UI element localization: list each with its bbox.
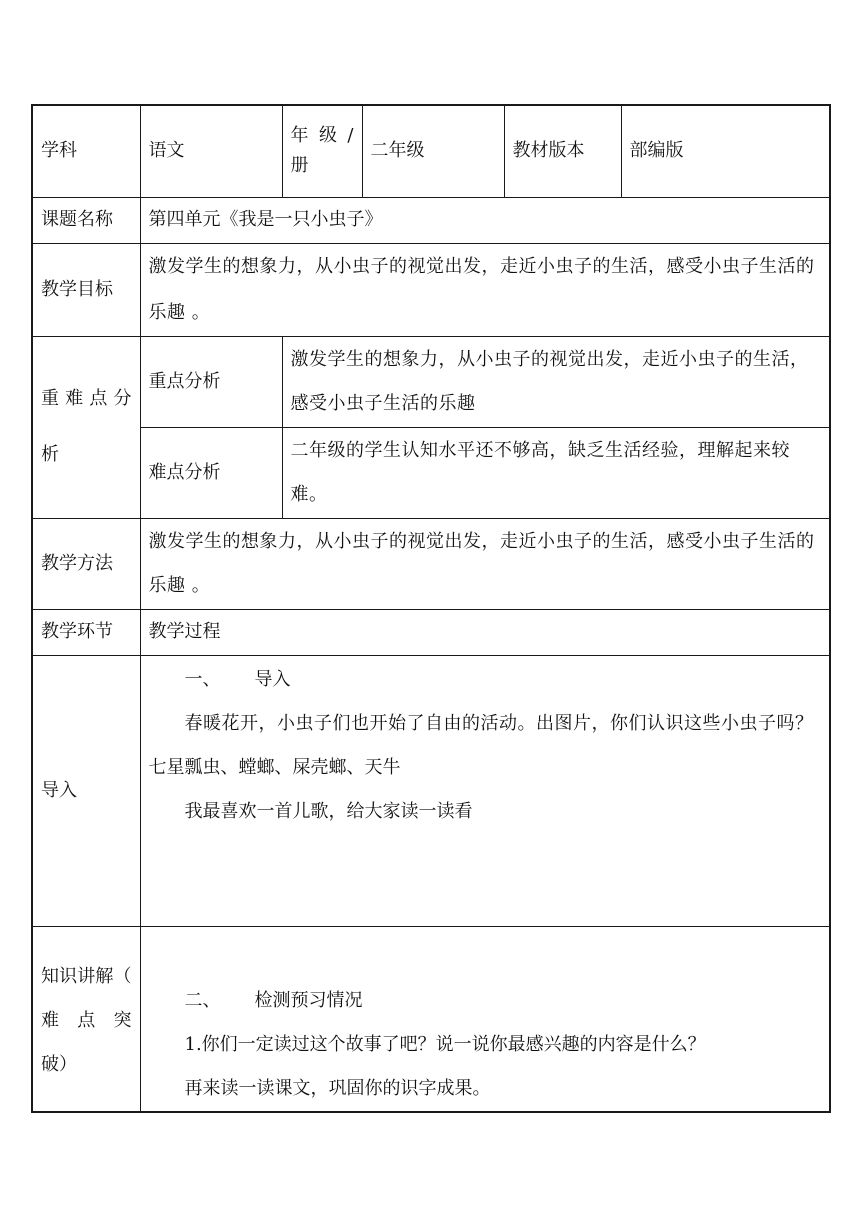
grade-label: 年 级 / 册 [282,105,362,197]
topic-value: 第四单元《我是一只小虫子》 [140,197,830,243]
intro-paragraph-3: 我最喜欢一首儿歌，给大家读一读看 [184,800,473,822]
intro-label: 导入 [32,655,140,926]
intro-paragraph-2: 七星瓢虫、螳螂、屎壳螂、天牛 [148,756,401,778]
stage-label: 教学环节 [32,609,140,655]
intro-content [140,655,830,926]
knowledge-label: 知识讲解（ 难 点 突 破） [32,926,140,1112]
subject-value: 语文 [140,105,282,197]
row-key-points [32,336,830,427]
knowledge-paragraph-2: 再来读一读课文，巩固你的识字成果。 [184,1077,491,1099]
goal-value: 激发学生的想象力，从小虫子的视觉出发，走近小虫子的生活，感受小虫子生活的乐趣 。 [140,243,830,336]
intro-heading-num: 一、 [184,668,221,690]
method-label: 教学方法 [32,518,140,609]
lesson-plan-table [31,104,831,1113]
row-intro [32,655,830,926]
knowledge-content [140,926,830,1112]
knowledge-heading-num: 二、 [184,989,221,1011]
knowledge-heading-text: 检测预习情况 [254,989,363,1011]
key-point-label: 重点分析 [140,336,282,427]
edition-value: 部编版 [621,105,830,197]
row-knowledge [32,926,830,1112]
row-difficult-points [32,427,830,518]
intro-heading-text: 导入 [254,668,291,690]
key-difficult-label: 重 难 点 分 析 [32,336,140,518]
difficult-point-label: 难点分析 [140,427,282,518]
subject-label: 学科 [32,105,140,197]
row-goal [32,243,830,336]
edition-label: 教材版本 [504,105,621,197]
row-subject [32,105,830,197]
difficult-point-value: 二年级的学生认知水平还不够高，缺乏生活经验，理解起来较难。 [282,427,830,518]
topic-label: 课题名称 [32,197,140,243]
row-stage [32,609,830,655]
row-topic [32,197,830,243]
method-value: 激发学生的想象力，从小虫子的视觉出发，走近小虫子的生活，感受小虫子生活的乐趣 。 [140,518,830,609]
knowledge-heading [149,979,822,1023]
row-method [32,518,830,609]
intro-heading [149,658,822,702]
intro-paragraph-1: 春暖花开，小虫子们也开始了自由的活动。出图片，你们认识这些小虫子吗？ [184,712,814,734]
goal-label: 教学目标 [32,243,140,336]
stage-value: 教学过程 [140,609,830,655]
knowledge-paragraph-1: 1.你们一定读过这个故事了吧？说一说你最感兴趣的内容是什么？ [184,1033,706,1055]
grade-value: 二年级 [362,105,504,197]
key-point-value: 激发学生的想象力，从小虫子的视觉出发，走近小虫子的生活，感受小虫子生活的乐趣 [282,336,830,427]
